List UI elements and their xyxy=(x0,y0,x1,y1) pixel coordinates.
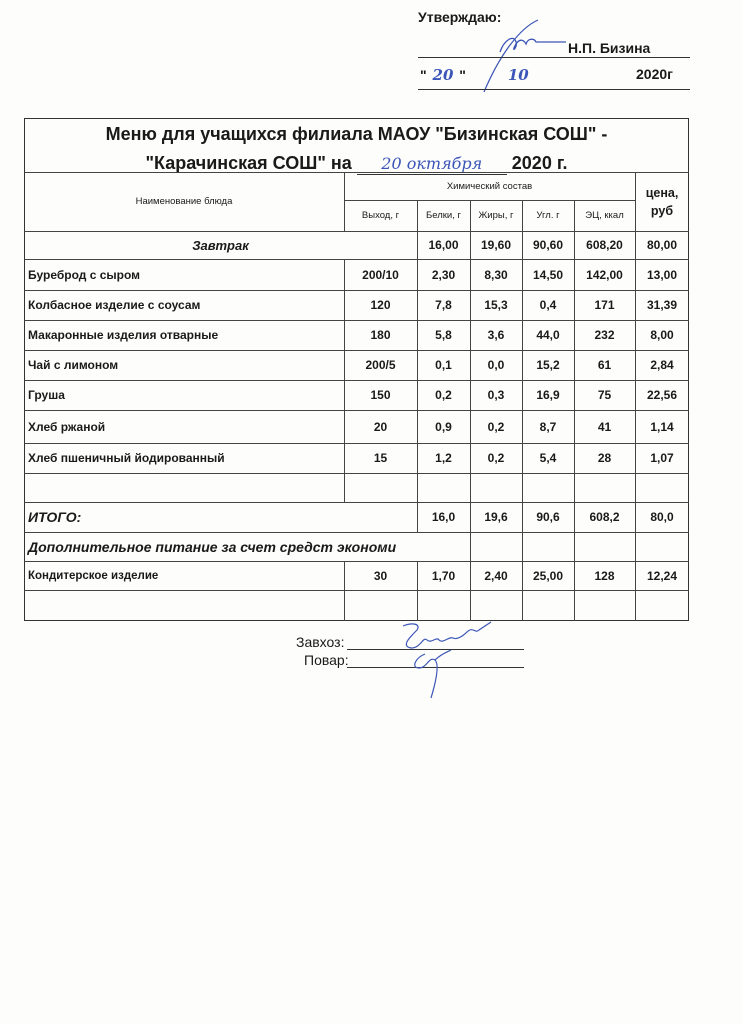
dish-protein: 0,2 xyxy=(435,388,452,402)
dish-name: Чай с лимоном xyxy=(28,358,119,372)
dish-protein: 0,1 xyxy=(435,358,452,372)
dish-carbs: 16,9 xyxy=(536,388,560,402)
row-divider xyxy=(24,590,689,591)
dish-carbs: 0,4 xyxy=(539,298,557,312)
dish-fat: 3,6 xyxy=(487,328,505,342)
total-price: 80,0 xyxy=(650,510,674,524)
header-chem-group: Химический состав xyxy=(446,180,533,192)
dish-energy: 142,00 xyxy=(586,267,623,282)
approval-year: 2020г xyxy=(636,66,673,82)
header-protein: Белки, г xyxy=(426,210,461,221)
quote-close: " xyxy=(459,67,466,83)
dish-name: Хлеб пшеничный йодированный xyxy=(28,451,225,465)
dish-name: Груша xyxy=(28,388,65,402)
extra-price: 12,24 xyxy=(646,568,678,583)
breakfast-label: Завтрак xyxy=(192,237,249,253)
dish-price: 22,56 xyxy=(646,388,678,402)
total-label: ИТОГО: xyxy=(28,509,82,525)
dish-energy: 232 xyxy=(594,328,615,342)
approval-label: Утверждаю: xyxy=(418,9,502,25)
breakfast-protein: 16,00 xyxy=(428,238,459,252)
dish-name: Буреброд с сыром xyxy=(28,267,141,282)
storekeeper-label: Завхоз: xyxy=(296,634,345,650)
breakfast-energy: 608,20 xyxy=(586,238,623,252)
extra-name: Кондитерское изделие xyxy=(28,569,159,582)
breakfast-fat: 19,60 xyxy=(480,238,512,252)
dish-protein: 5,8 xyxy=(435,328,452,342)
header-carbs: Угл. г xyxy=(536,210,560,221)
dish-energy: 171 xyxy=(594,298,615,312)
row-divider xyxy=(24,473,689,474)
dish-protein: 7,8 xyxy=(435,298,452,312)
total-protein: 16,0 xyxy=(431,510,456,524)
dish-price: 1,14 xyxy=(650,419,674,434)
extra-protein: 1,70 xyxy=(431,568,456,583)
dish-energy: 28 xyxy=(597,451,612,465)
dish-energy: 61 xyxy=(597,358,612,372)
dish-yield: 180 xyxy=(370,328,391,342)
dish-protein: 2,30 xyxy=(431,267,456,282)
dish-yield: 120 xyxy=(370,298,391,312)
dish-yield: 15 xyxy=(373,451,388,465)
dish-fat: 0,0 xyxy=(487,358,505,372)
storekeeper-signature xyxy=(395,618,505,698)
dish-fat: 15,3 xyxy=(484,298,508,312)
total-energy: 608,2 xyxy=(589,510,620,524)
approval-month: 10 xyxy=(507,66,529,84)
breakfast-carbs: 90,60 xyxy=(532,238,564,252)
approval-name: Н.П. Бизина xyxy=(568,40,651,56)
dish-carbs: 44,0 xyxy=(536,328,560,342)
title-prefix: "Карачинская СОШ" на xyxy=(145,153,352,173)
approval-line xyxy=(418,57,690,58)
dish-price: 2,84 xyxy=(650,358,674,372)
dish-carbs: 5,4 xyxy=(539,451,557,465)
breakfast-price: 80,00 xyxy=(646,238,678,252)
dish-fat: 8,30 xyxy=(484,267,508,282)
extra-fat: 2,40 xyxy=(484,568,508,583)
dish-fat: 0,3 xyxy=(487,388,505,402)
dish-name: Хлеб ржаной xyxy=(28,419,106,434)
total-fat: 19,6 xyxy=(484,510,508,524)
header-energy: ЭЦ, ккал xyxy=(585,210,624,221)
extra-label: Дополнительное питание за счет средст экономи xyxy=(28,538,397,555)
extra-energy: 128 xyxy=(594,568,615,583)
dish-carbs: 14,50 xyxy=(532,267,564,282)
title-handwritten-date: 20 октября xyxy=(357,154,507,175)
dish-price: 31,39 xyxy=(646,298,678,312)
header-fat: Жиры, г xyxy=(478,210,514,221)
header-yield: Выход, г xyxy=(361,210,400,221)
dish-price: 13,00 xyxy=(646,267,678,282)
dish-fat: 0,2 xyxy=(487,419,505,434)
extra-yield: 30 xyxy=(373,568,388,583)
page-title xyxy=(24,120,689,178)
dish-fat: 0,2 xyxy=(487,451,505,465)
dish-energy: 41 xyxy=(597,419,612,434)
cook-label: Повар: xyxy=(304,652,349,668)
dish-energy: 75 xyxy=(597,388,612,402)
dish-price: 1,07 xyxy=(650,451,674,465)
title-suffix: 2020 г. xyxy=(511,153,568,173)
dish-price: 8,00 xyxy=(650,328,674,342)
approval-line-2 xyxy=(418,89,690,90)
extra-carbs: 25,00 xyxy=(532,568,564,583)
dish-carbs: 8,7 xyxy=(539,419,557,434)
dish-name: Макаронные изделия отварные xyxy=(28,328,219,342)
title-line-1: Меню для учащихся филиала МАОУ "Бизинская СОШ" - xyxy=(105,124,608,144)
approval-day: 20 xyxy=(432,66,454,84)
dish-yield: 200/5 xyxy=(365,358,396,372)
total-carbs: 90,6 xyxy=(536,510,560,524)
dish-yield: 150 xyxy=(370,388,391,402)
dish-yield: 200/10 xyxy=(362,267,399,282)
approval-date xyxy=(420,66,529,84)
dish-protein: 1,2 xyxy=(435,451,452,465)
dish-carbs: 15,2 xyxy=(536,358,560,372)
header-price: цена, руб xyxy=(645,185,679,218)
dish-name: Колбасное изделие с соусам xyxy=(28,298,201,312)
dish-protein: 0,9 xyxy=(435,419,452,434)
dish-yield: 20 xyxy=(373,419,388,434)
quote-open: " xyxy=(420,67,427,83)
header-name: Наименование блюда xyxy=(135,196,233,207)
